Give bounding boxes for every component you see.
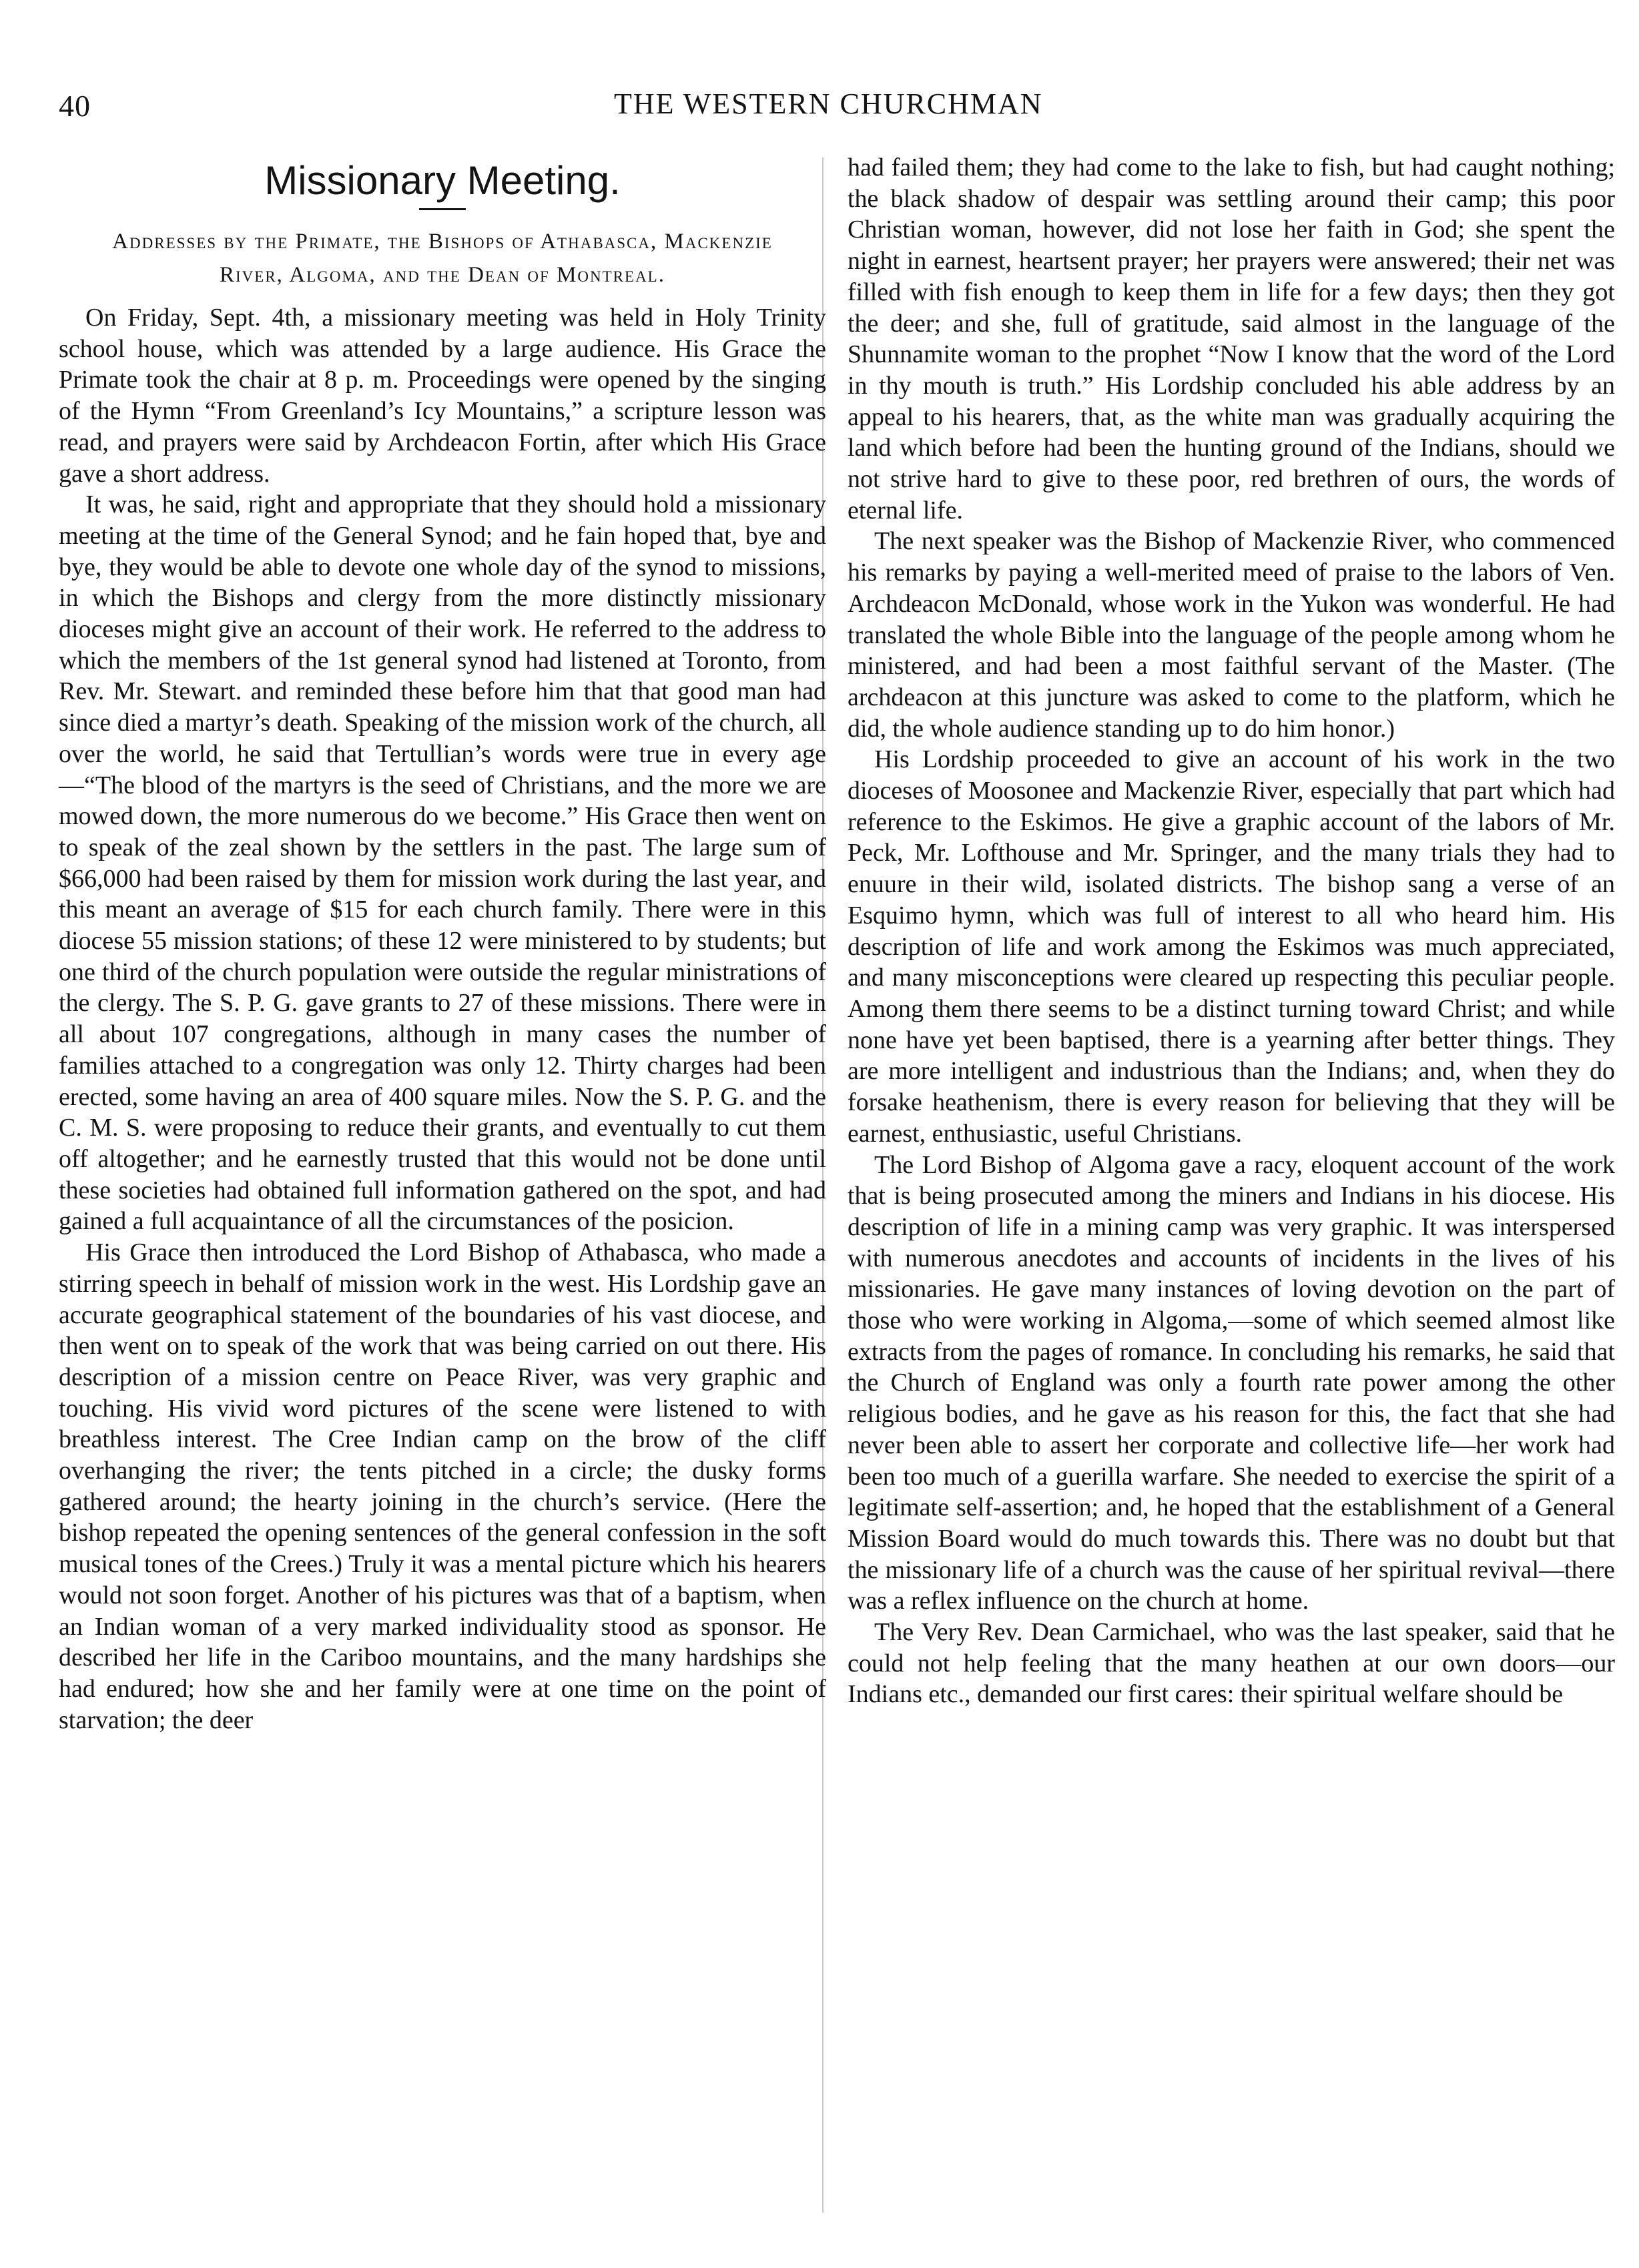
article-title: Missionary Meeting. (264, 158, 621, 203)
paragraph: On Friday, Sept. 4th, a missionary meeting was held in Holy Trinity school house, which was attended by a large audience. His Grace the Primate took the chair at 8 p. m. Proceedings were opened by the singing of the Hymn “From Greenland’s Icy Mountains,” a scripture lesson was read, and prayers were said by Archdeacon Fortin, after which His Grace gave a short address. (59, 304, 826, 488)
right-column (848, 152, 1615, 1710)
article-subhead: Addresses by the Primate, the Bishops of Athabasca, Mackenzie River, Algoma, and the Dean of Montreal. (112, 230, 773, 287)
running-head: THE WESTERN CHURCHMAN (614, 87, 1043, 120)
paragraph: His Grace then introduced the Lord Bishop of Athabasca, who made a stirring speech in behalf of mission work in the west. His Lordship gave an accurate geographical statement of the boundaries of his vast diocese, and then went on to speak of the work that was being carried on out there. His description of a mission centre on Peace River, was very graphic and touching. His vivid word pictures of the scene were listened to with breathless interest. The Cree Indian camp on the brow of the cliff overhanging the river; the tents pitched in a circle; the dusky forms gathered around; the hearty joining in the church’s service. (Here the bishop repeated the opening sentences of the general confession in the soft musical tones of the Crees.) Truly it was a mental picture which his hearers would not soon forget. Another of his pictures was that of a baptism, when an Indian woman of a very marked individuality stood as sponsor. He described her life in the Cariboo mountains, and the many hardships she had endured; how she and her family were at one time on the point of starvation; the deer (59, 1238, 826, 1734)
paragraph: The Lord Bishop of Algoma gave a racy, eloquent account of the work that is being prosecuted among the miners and Indians in his diocese. His description of life in a mining camp was very graphic. It was interspersed with numerous anecdotes and accounts of incidents in the lives of his missionaries. He gave many instances of loving devotion on the part of those who were working in Algoma,—some of which seemed almost like extracts from the pages of romance. In concluding his remarks, he said that the Church of England was only a fourth rate power among the other religious bodies, and he gave as his reason for this, the fact that she had never been able to assert her corporate and collective life—her work had been too much of a guerilla warfare. She needed to exercise the spirit of a legitimate self-assertion; and, he hoped that the establishment of a General Mission Board would do much towards this. There was no doubt but that the missionary life of a church was the cause of her spiritual revival—there was a reflex influence on the church at home. (848, 1150, 1615, 1615)
paragraph: His Lordship proceeded to give an account of his work in the two dioceses of Moosonee and Mackenzie River, especially that part which had reference to the Eskimos. He give a graphic account of the labors of Mr. Peck, Mr. Lofthouse and Mr. Springer, and the many trials they had to enuure in their wild, isolated districts. The bishop sang a verse of an Esquimo hymn, which was full of interest to all who heard him. His description of life and work among the Eskimos was much appreciated, and many misconceptions were cleared up respecting this peculiar people. Among them there seems to be a distinct turning toward Christ; and while none have yet been baptised, there is a yearning after better things. They are more intelligent and industrious than the Indians; and, when they do forsake heathenism, there is every reason for believing that they will be earnest, enthusiastic, useful Christians. (848, 745, 1615, 1148)
page-number: 40 (59, 89, 91, 123)
left-column (59, 152, 826, 1736)
paragraph: The next speaker was the Bishop of Mackenzie River, who commenced his remarks by paying a well-merited meed of praise to the labors of Ven. Archdeacon McDonald, whose work in the Yukon was wonderful. He had translated the whole Bible into the language of the people among whom he ministered, and had been a most faithful servant of the Master. (The archdeacon at this juncture was asked to come to the platform, which he did, the whole audience standing up to do him honor.) (848, 527, 1615, 743)
paragraph: The Very Rev. Dean Carmichael, who was the last speaker, said that he could not help feeling that the many heathen at our own doors—our Indians etc., demanded our first cares: their spiritual welfare should be (848, 1618, 1615, 1709)
title-rule (419, 208, 466, 210)
paragraph: had failed them; they had come to the lake to fish, but had caught nothing; the black shadow of despair was settling around their camp; this poor Christian woman, however, did not lose her faith in God; she spent the night in earnest, heartsent prayer; her prayers were answered; their net was filled with fish enough to keep them in life for a few days; then they got the deer; and she, full of gratitude, said almost in the language of the Shunnamite woman to the prophet “Now I know that the word of the Lord in thy mouth is truth.” His Lordship concluded his able address by an appeal to his hearers, that, as the white man was gradually acquiring the land which before had been the hunting ground of the Indians, should we not strive hard to give to these poor, red brethren of ours, the words of eternal life. (848, 153, 1615, 524)
paragraph: It was, he said, right and appropriate that they should hold a missionary meeting at the time of the General Synod; and he fain hoped that, bye and bye, they would be able to devote one whole day of the synod to missions, in which the Bishops and clergy from the more distinctly missionary dioceses might give an account of their work. He referred to the address to which the members of the 1st general synod had listened at Toronto, from Rev. Mr. Stewart. and reminded these before him that that good man had since died a martyr’s death. Speaking of the mission work of the church, all over the world, he said that Tertullian’s words were true in every age—“The blood of the martyrs is the seed of Christians, and the more we are mowed down, the more numerous do we become.” His Grace then went on to speak of the zeal shown by the settlers in the past. The large sum of $66,000 had been raised by them for mission work during the last year, and this meant an average of $15 for each church family. There were in this diocese 55 mission stations; of these 12 were ministered to by students; but one third of the church population were outside the regular ministrations of the clergy. The S. P. G. gave grants to 27 of these missions. There were in all about 107 congregations, although in many cases the number of families attached to a congregation was only 12. Thirty charges had been erected, some having an area of 400 square miles. Now the S. P. G. and the C. M. S. were proposing to reduce their grants, and eventually to cut them off altogether; and he earnestly trusted that this would not be done until these societies had obtained full information gathered on the spot, and had gained a full acquaintance of all the circumstances of the posicion. (59, 490, 826, 1236)
